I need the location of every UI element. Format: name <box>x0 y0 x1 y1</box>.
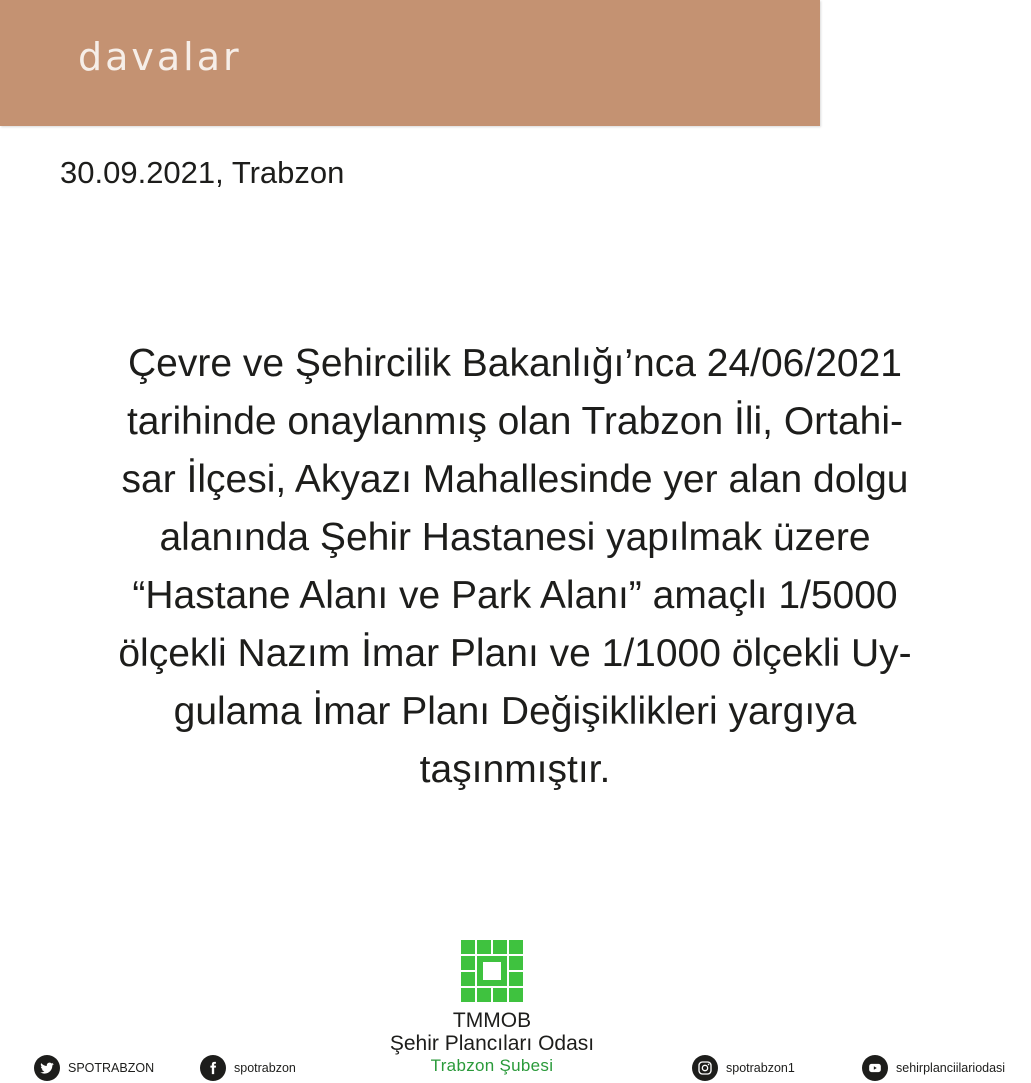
twitter-icon <box>34 1055 60 1081</box>
instagram-icon <box>692 1055 718 1081</box>
announcement-text <box>30 335 1000 799</box>
youtube-handle: sehirplanciilariodasi <box>896 1061 1006 1075</box>
organization-block <box>340 1010 644 1076</box>
page-title: davalar <box>78 35 242 79</box>
social-facebook[interactable] <box>200 1055 296 1081</box>
youtube-icon <box>862 1055 888 1081</box>
header-band <box>0 0 820 126</box>
announcement-line: gulama İmar Planı Değişiklikleri yargıya <box>173 690 857 733</box>
org-branch: Trabzon Şubesi <box>430 1056 554 1075</box>
social-instagram[interactable] <box>692 1055 795 1081</box>
facebook-icon <box>200 1055 226 1081</box>
spo-logo-icon <box>461 940 523 1002</box>
social-twitter[interactable] <box>34 1055 154 1081</box>
social-youtube[interactable] <box>862 1055 1005 1081</box>
date-location: 30.09.2021, Trabzon <box>60 155 345 190</box>
twitter-handle: SPOTRABZON <box>68 1061 155 1075</box>
announcement-line: ölçekli Nazım İmar Planı ve 1/1000 ölçekli Uy- <box>118 632 912 675</box>
announcement-line: Çevre ve Şehircilik Bakanlığı’nca 24/06/2021 <box>128 342 902 385</box>
announcement-line: “Hastane Alanı ve Park Alanı” amaçlı 1/5000 <box>132 574 898 617</box>
announcement-line: sar İlçesi, Akyazı Mahallesinde yer alan dolgu <box>121 458 909 501</box>
announcement-line: taşınmıştır. <box>419 748 611 791</box>
facebook-handle: spotrabzon <box>234 1061 296 1075</box>
announcement-line: alanında Şehir Hastanesi yapılmak üzere <box>159 516 871 559</box>
instagram-handle: spotrabzon1 <box>726 1061 795 1075</box>
org-name: Şehir Plancıları Odası <box>389 1032 595 1055</box>
org-abbrev: TMMOB <box>452 1009 532 1032</box>
announcement-line: tarihinde onaylanmış olan Trabzon İli, Ortahi- <box>126 400 904 443</box>
